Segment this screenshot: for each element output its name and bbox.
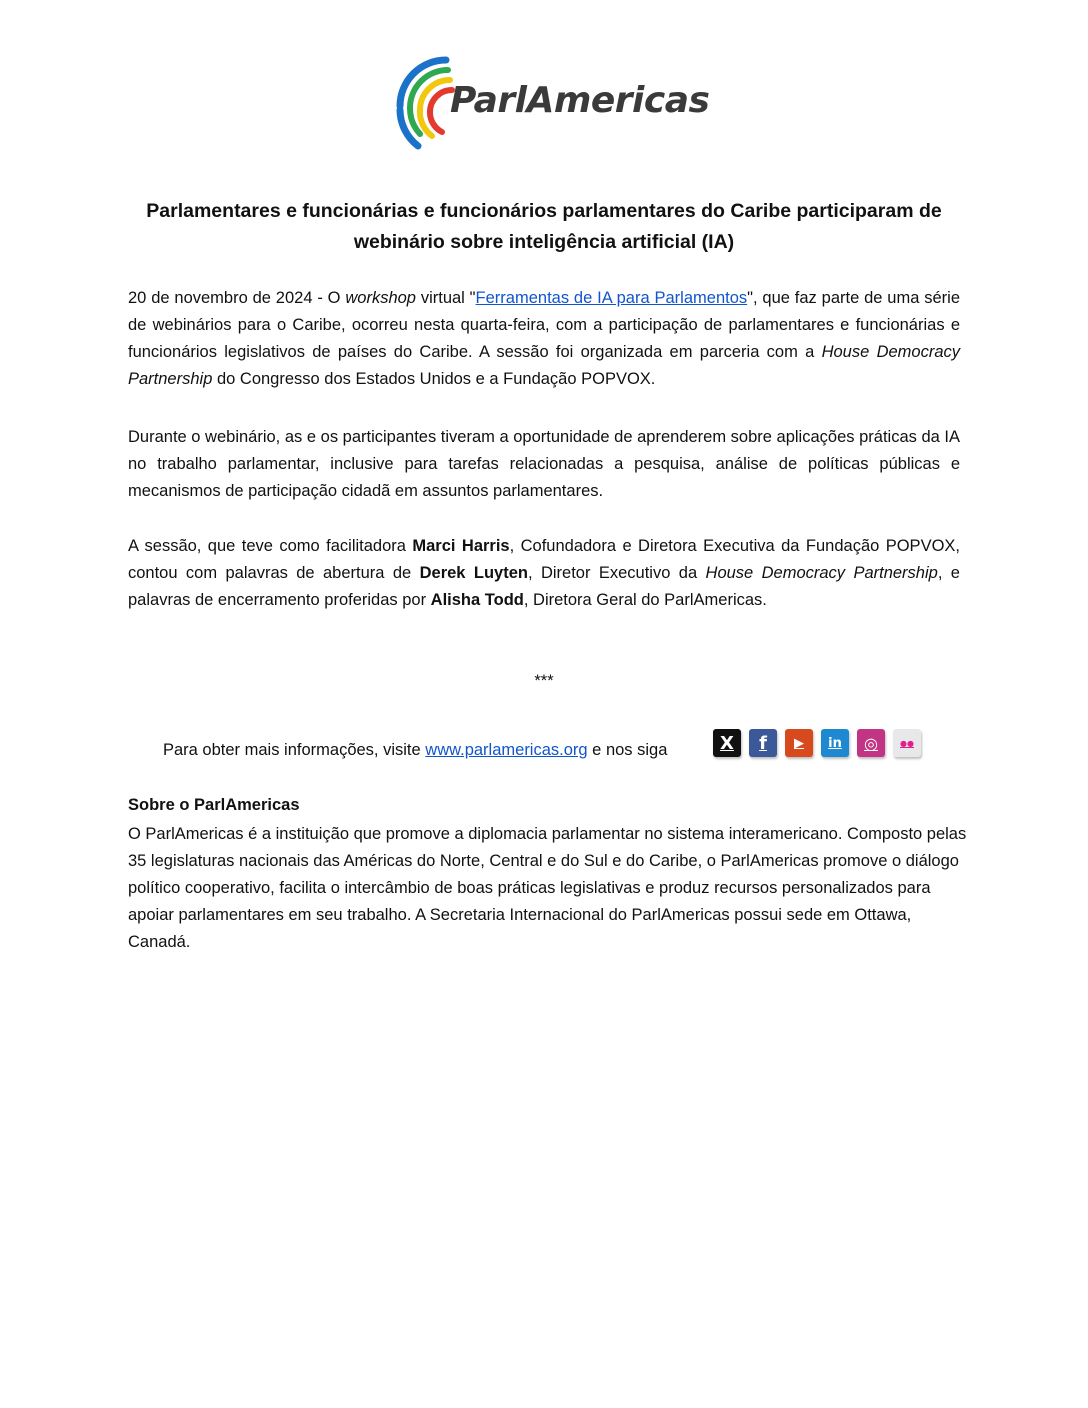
name-marci-harris: Marci Harris xyxy=(412,537,510,555)
p1-emphasis-hdp: House Democracy Partnership xyxy=(128,343,961,388)
about-heading: Sobre o ParlAmericas xyxy=(128,796,300,814)
p3-emphasis-hdp: House Democracy Partnership xyxy=(705,564,938,582)
follow-line xyxy=(163,741,667,760)
follow-text-before: Para obter mais informações, visite xyxy=(163,741,426,759)
facebook-icon[interactable]: f xyxy=(749,729,777,757)
separator: *** xyxy=(534,672,554,690)
p3-text-4: , e palavras de encerramento proferidas por xyxy=(128,564,960,609)
name-alisha-todd: Alisha Todd xyxy=(430,591,524,609)
p1-text-2: virtual " xyxy=(415,289,476,307)
paragraph-3 xyxy=(128,533,960,614)
p3-text-2: , Cofundadora e Diretora Executiva da Fundação POPVOX, contou com palavras de abertura de xyxy=(128,537,960,582)
about-text: O ParlAmericas é a instituição que promove a diplomacia parlamentar no sistema interamericano. Composto pelas 35 legislaturas nacionais das Américas do Norte, Central e do Sul e do Caribe, o ParlAmericas promove o diálogo político cooperativo, facilita o intercâmbio de boas práticas legislativas e produz recursos personalizados para apoiar parlamentares em seu trabalho. A Secretaria Internacional do ParlAmericas possui sede em Ottawa, Canadá. xyxy=(128,825,967,951)
x-icon[interactable]: X xyxy=(713,729,741,757)
p3-text-5: , Diretora Geral do ParlAmericas. xyxy=(523,591,767,609)
logo-arcs-icon xyxy=(380,54,460,154)
flickr-icon[interactable]: ●● xyxy=(893,729,921,757)
p3-text-3: , Diretor Executivo da xyxy=(527,564,706,582)
p1-text-3: ", que faz parte de uma série de webinários para o Caribe, ocorreu nesta quarta-feira, com a participação de parlamentares e funcionárias e funcionários legislativos de países do Caribe. A sessão foi organizada em parceria com a xyxy=(128,289,960,361)
linkedin-icon[interactable]: in xyxy=(821,729,849,757)
paragraph-1 xyxy=(128,285,960,393)
paragraph-2: Durante o webinário, as e os participantes tiveram a oportunidade de aprenderem sobre aplicações práticas da IA no trabalho parlamentar, inclusive para tarefas relacionadas a pesquisa, análise de políticas públicas e mecanismos de participação cidadã em assuntos parlamentares. xyxy=(128,428,960,500)
ferramentas-link[interactable]: Ferramentas de IA para Parlamentos xyxy=(475,289,748,307)
p3-text-1: A sessão, que teve como facilitadora xyxy=(128,537,413,555)
instagram-icon[interactable]: ◎ xyxy=(857,729,885,757)
p1-text-4: do Congresso dos Estados Unidos e a Fundação POPVOX. xyxy=(212,370,656,388)
youtube-icon[interactable]: ▶ xyxy=(785,729,813,757)
follow-text-after: e nos siga xyxy=(587,741,668,759)
website-link[interactable]: www.parlamericas.org xyxy=(425,741,588,759)
name-derek-luyten: Derek Luyten xyxy=(419,564,528,582)
page-title: Parlamentares e funcionárias e funcionários parlamentares do Caribe participaram de webinário sobre inteligência artificial (IA) xyxy=(146,200,942,253)
p1-text-1: 20 de novembro de 2024 - O xyxy=(128,289,346,307)
parlamericas-logo xyxy=(380,54,720,154)
p1-emphasis-workshop: workshop xyxy=(345,289,416,307)
logo-text: ParlAmericas xyxy=(450,80,710,121)
